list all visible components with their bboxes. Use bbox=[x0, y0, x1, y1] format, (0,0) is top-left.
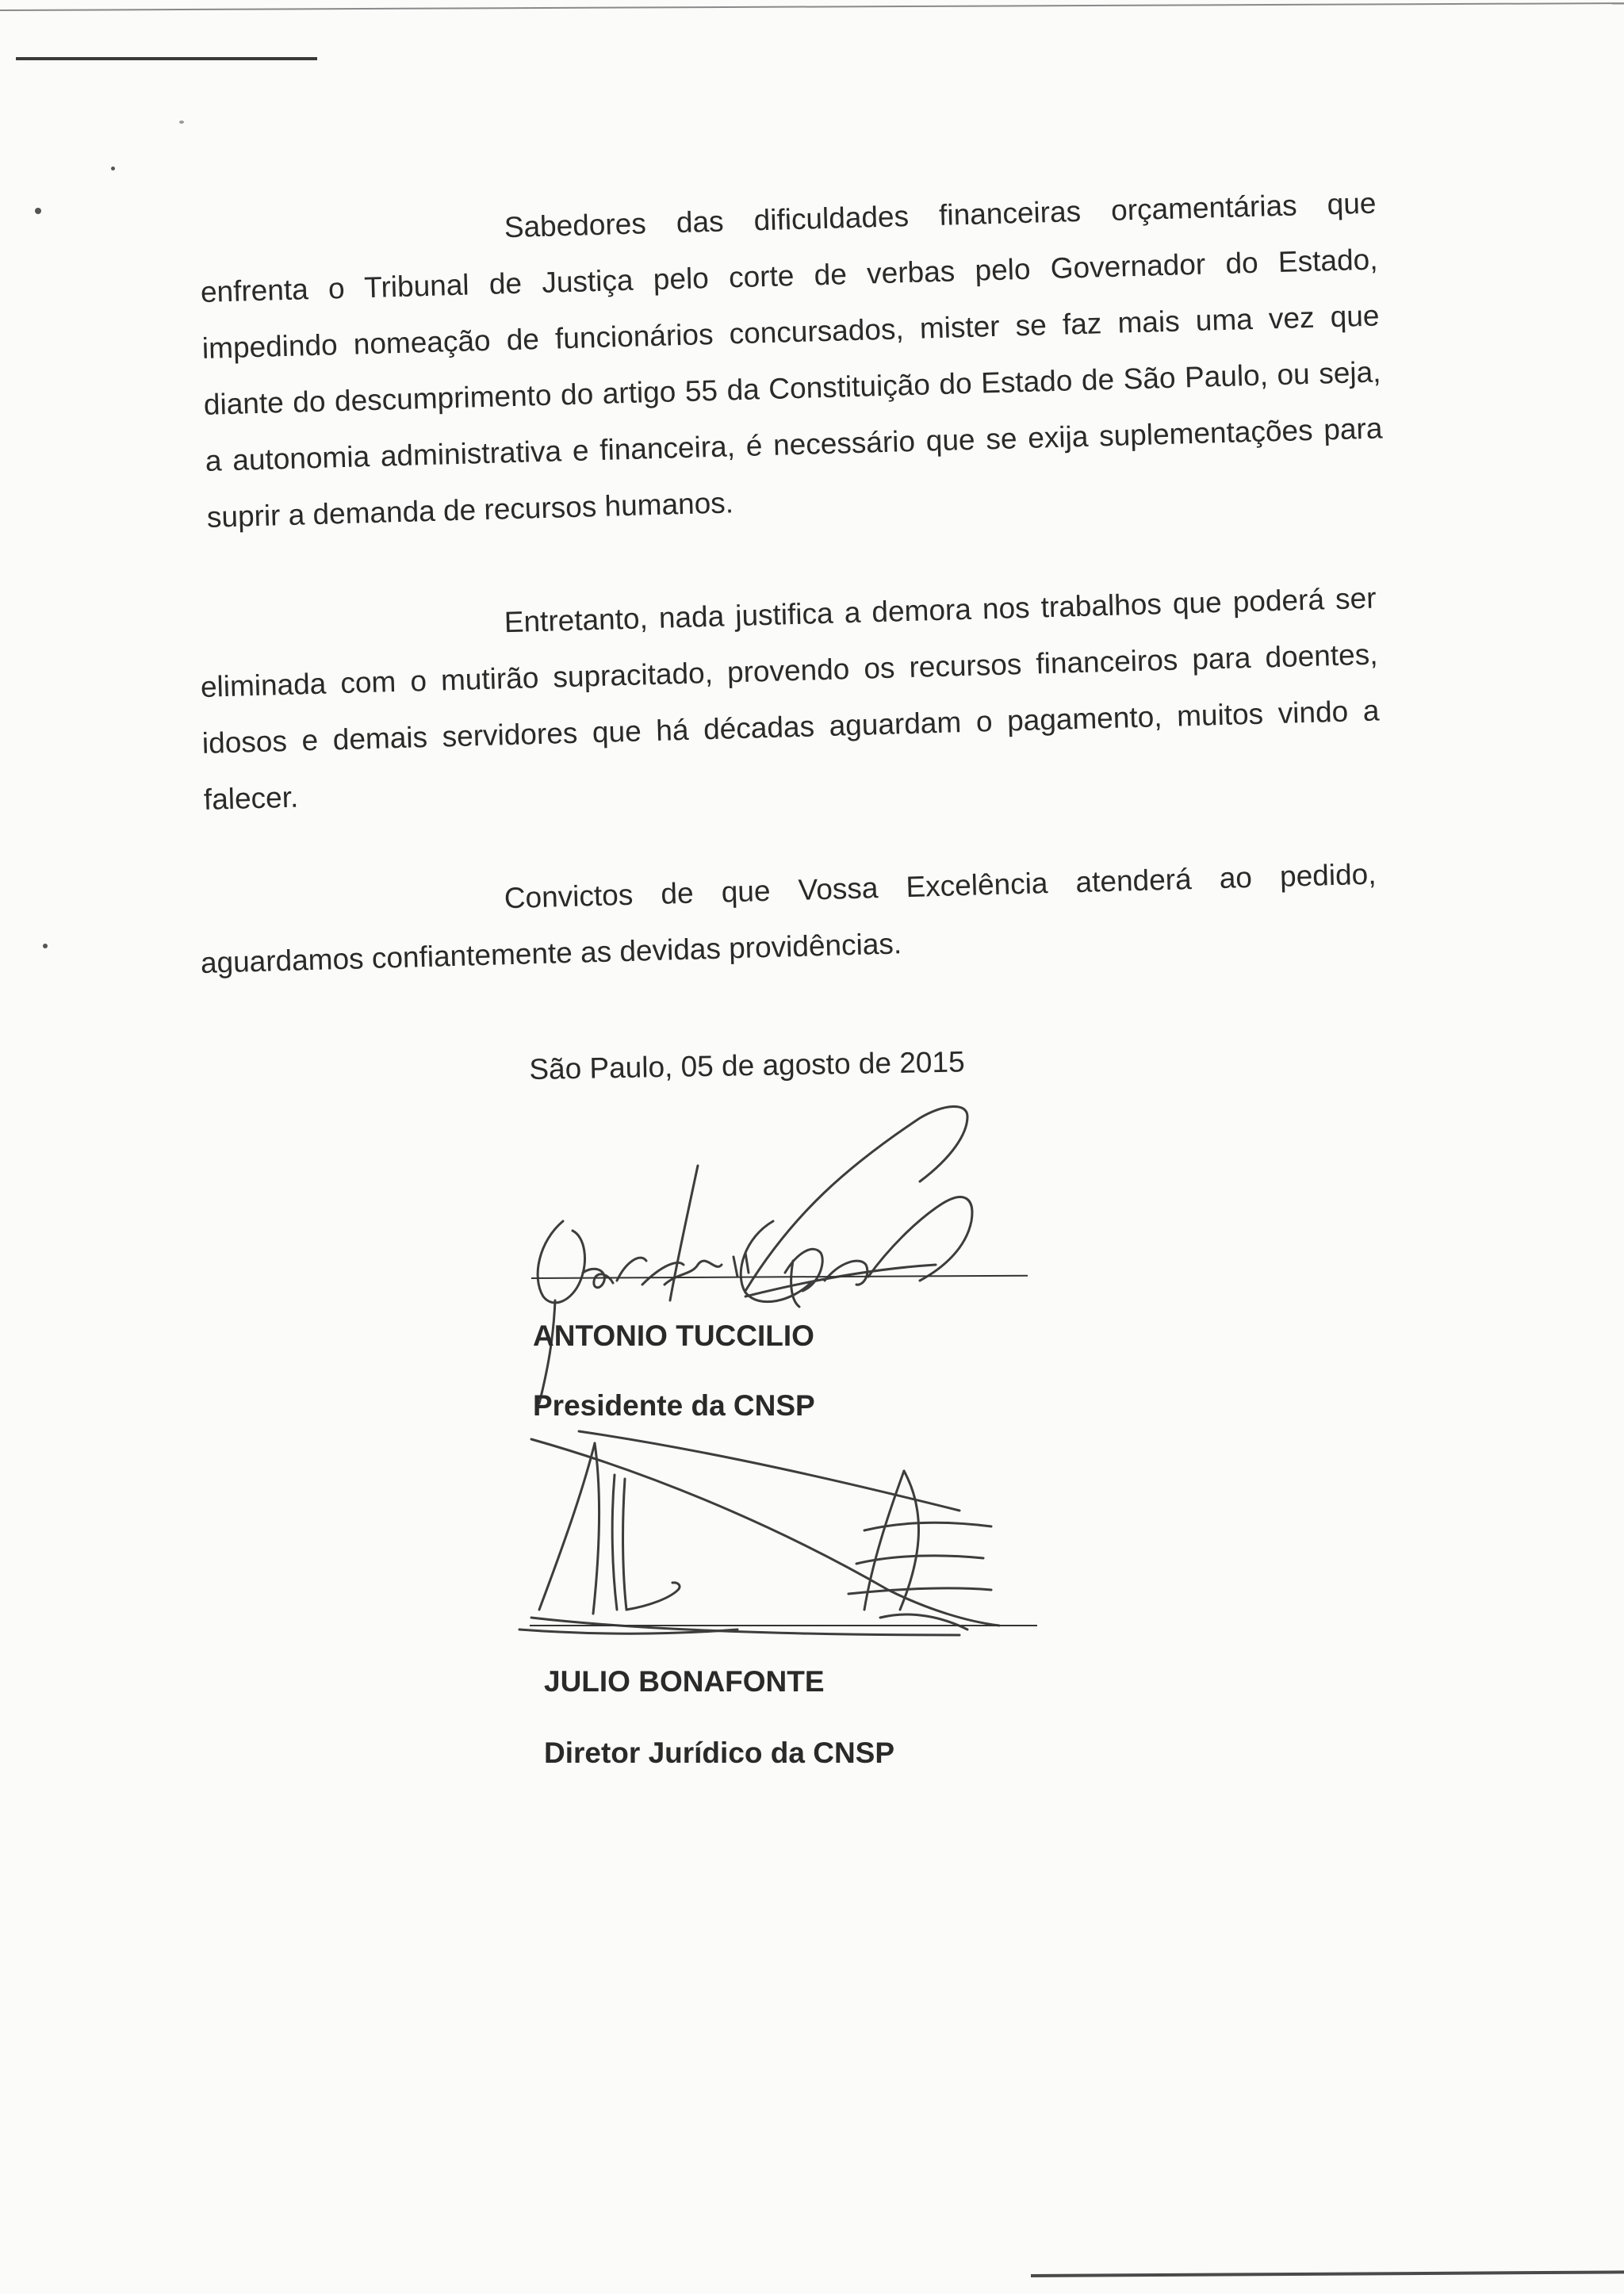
scan-edge-top-left bbox=[16, 57, 317, 60]
signature-bonafonte bbox=[515, 1427, 1039, 1657]
scan-speck bbox=[179, 121, 184, 124]
signatory-name-1: ANTONIO TUCCILIO bbox=[533, 1319, 814, 1352]
scan-speck bbox=[43, 944, 48, 948]
scan-edge-top bbox=[0, 2, 1624, 11]
scan-edge-bottom bbox=[1031, 2270, 1624, 2277]
scan-speck bbox=[35, 208, 41, 214]
signatory-name-2: JULIO BONAFONTE bbox=[544, 1665, 825, 1698]
place-and-date: São Paulo, 05 de agosto de 2015 bbox=[529, 1045, 965, 1086]
signature-tuccilio bbox=[508, 1102, 999, 1419]
scan-speck bbox=[111, 167, 115, 170]
body-paragraph-2: Entretanto, nada justifica a demora nos trabalhos que poderá ser eliminada com o mutirão supracitado, provendo os recursos financeiros para doentes, idosos e demais servidores que há décadas aguardam o pagamento, muitos vindo a falecer. bbox=[200, 581, 1380, 816]
signature-line-2 bbox=[530, 1625, 1037, 1626]
signatory-title-2: Diretor Jurídico da CNSP bbox=[544, 1737, 895, 1769]
signatory-title-1: Presidente da CNSP bbox=[533, 1389, 815, 1422]
body-paragraph-3: Convictos de que Vossa Excelência atenderá ao pedido, aguardamos confiantemente as devidas providências. bbox=[200, 857, 1377, 979]
body-paragraph-1: Sabedores das dificuldades financeiras orçamentárias que enfrenta o Tribunal de Justiça pelo corte de verbas pelo Governador do Estado, impedindo nomeação de funcionários concursados, mister se faz mais uma vez que diante do descumprimento do artigo 55 da Constituição do Estado de São Paulo, ou seja, a autonomia administrativa e financeira, é necessário que se exija suplementações para suprir a demanda de recursos humanos. bbox=[200, 186, 1383, 534]
